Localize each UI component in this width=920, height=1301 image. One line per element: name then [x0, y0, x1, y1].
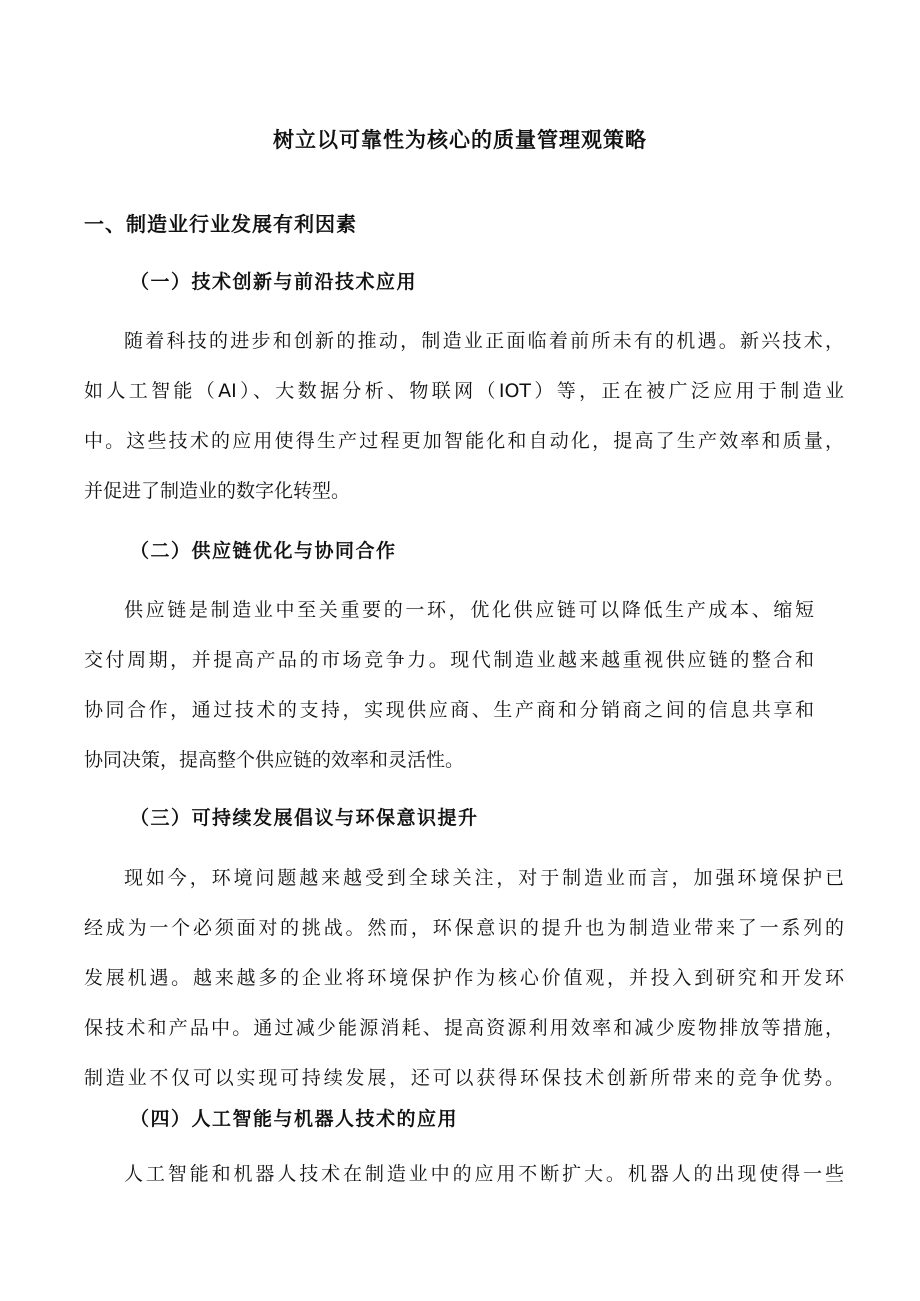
paragraph-line: 随着科技的进步和创新的推动，制造业正面临着前所未有的机遇。新兴技术， — [124, 330, 844, 352]
subsection-heading: （四）人工智能与机器人技术的应用 — [130, 1108, 459, 1130]
paragraph-line: 协同合作，通过技术的支持，实现供应商、生产商和分销商之间的信息共享和 — [84, 699, 814, 721]
paragraph-line: 协同决策，提高整个供应链的效率和灵活性。 — [84, 749, 465, 771]
paragraph-line: 经成为一个必须面对的挑战。然而，环保意识的提升也为制造业带来了一系列的 — [84, 917, 844, 939]
paragraph-line: 如人工智能（AI）、大数据分析、物联网（IOT）等，正在被广泛应用于制造业 — [84, 380, 844, 402]
paragraph-line: 现如今，环境问题越来越受到全球关注，对于制造业而言，加强环境保护已 — [124, 867, 844, 889]
paragraph-line: 供应链是制造业中至关重要的一环，优化供应链可以降低生产成本、缩短 — [124, 599, 814, 621]
paragraph-line: 交付周期，并提高产品的市场竞争力。现代制造业越来越重视供应链的整合和 — [84, 649, 814, 671]
subsection-heading: （二）供应链优化与协同合作 — [130, 540, 397, 562]
paragraph-line: 人工智能和机器人技术在制造业中的应用不断扩大。机器人的出现使得一些 — [124, 1163, 844, 1185]
paragraph-line: 保技术和产品中。通过减少能源消耗、提高资源利用效率和减少废物排放等措施， — [84, 1017, 844, 1039]
subsection-heading: （一）技术创新与前沿技术应用 — [130, 271, 418, 293]
section-heading: 一、制造业行业发展有利因素 — [84, 212, 357, 236]
paragraph-line: 制造业不仅可以实现可持续发展，还可以获得环保技术创新所带来的竞争优势。 — [84, 1067, 844, 1089]
paragraph-line: 发展机遇。越来越多的企业将环境保护作为核心价值观，并投入到研究和开发环 — [84, 967, 844, 989]
paragraph-line: 并促进了制造业的数字化转型。 — [84, 480, 351, 502]
subsection-heading: （三）可持续发展倡议与环保意识提升 — [130, 807, 479, 829]
document-title: 树立以可靠性为核心的质量管理观策略 — [273, 128, 647, 152]
paragraph-line: 中。这些技术的应用使得生产过程更加智能化和自动化，提高了生产效率和质量， — [84, 430, 844, 452]
